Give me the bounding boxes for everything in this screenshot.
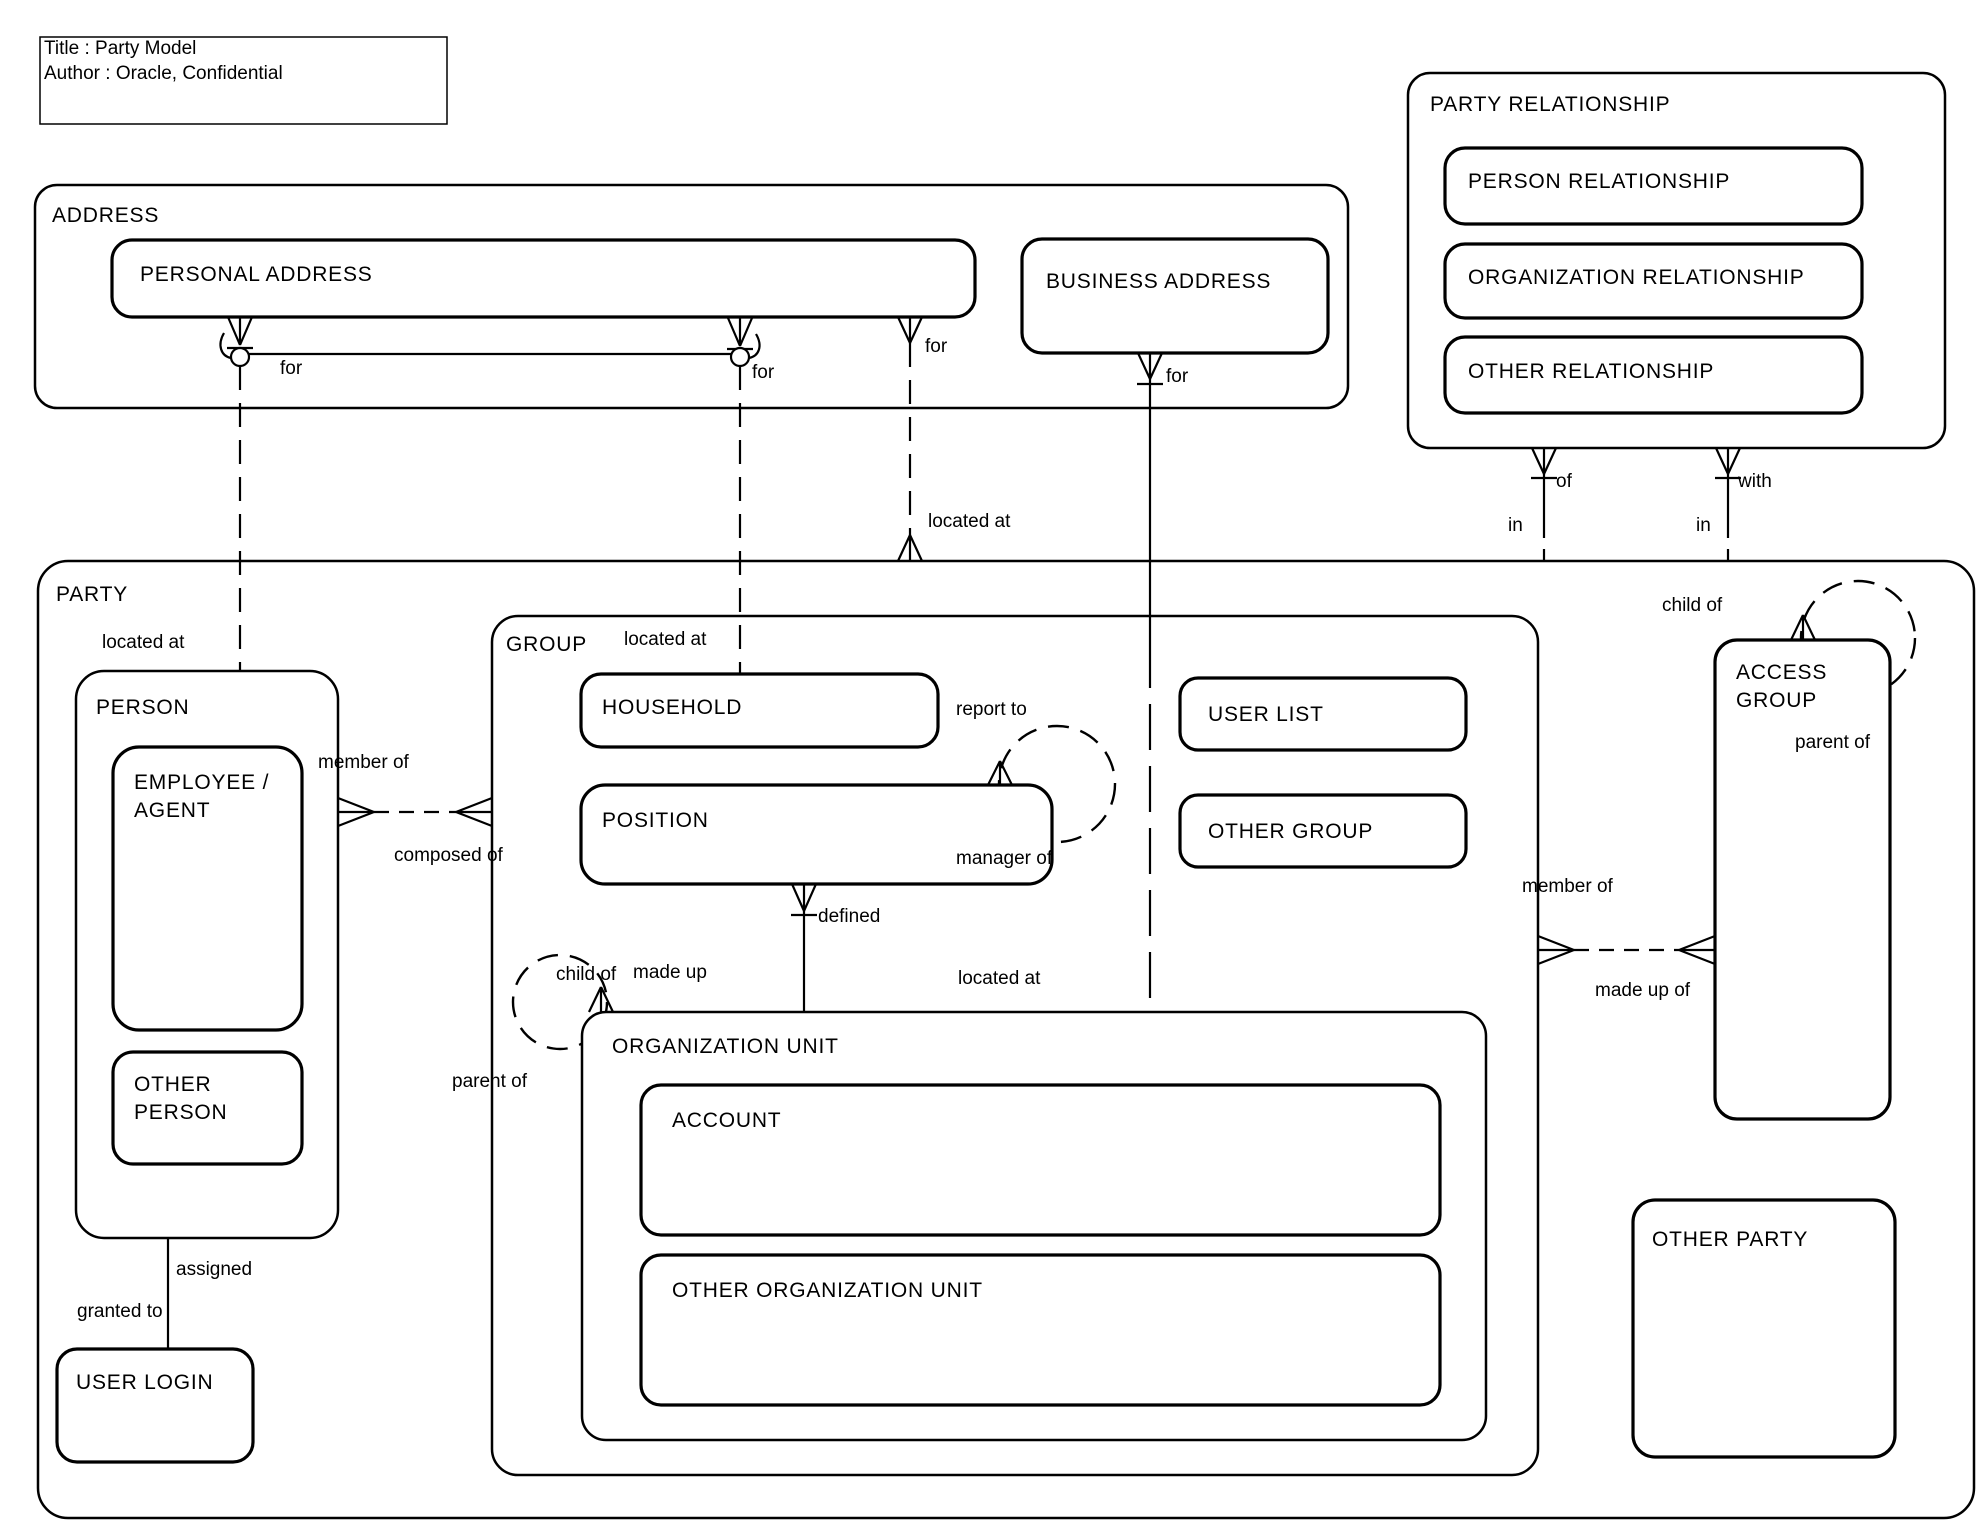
for-person-label: for — [280, 358, 303, 379]
other-person-label-line1: OTHER — [134, 1073, 212, 1096]
located-at-org-unit-label: located at — [958, 968, 1041, 989]
exclusion-arc-circle-left — [231, 348, 249, 366]
access-group-label-line2: GROUP — [1736, 689, 1818, 712]
access-group-label-line1: ACCESS — [1736, 661, 1828, 684]
employee-agent-label-line1: EMPLOYEE / — [134, 771, 270, 794]
other-person-label-line2: PERSON — [134, 1101, 228, 1124]
personal-address-label: PERSONAL ADDRESS — [140, 263, 373, 286]
for-business-label: for — [1166, 366, 1189, 387]
business-address-box — [1022, 239, 1328, 353]
other-relationship-label: OTHER RELATIONSHIP — [1468, 360, 1715, 383]
household-label: HOUSEHOLD — [602, 696, 743, 719]
title-line: Title : Party Model — [44, 38, 197, 59]
report-to-label: report to — [956, 699, 1027, 720]
child-of-org-unit-label: child of — [556, 964, 617, 985]
manager-of-label: manager of — [956, 848, 1053, 869]
crow-foot-person-relationship — [1532, 448, 1556, 474]
made-up-of-label: made up of — [1595, 980, 1691, 1001]
composed-of-label: composed of — [394, 845, 503, 866]
in-person-relationship-label: in — [1508, 515, 1523, 536]
made-up-label: made up — [633, 962, 707, 983]
member-of-access-group-label: member of — [1522, 876, 1613, 897]
defined-label: defined — [818, 906, 881, 927]
business-address-label: BUSINESS ADDRESS — [1046, 270, 1272, 293]
granted-to-label: granted to — [77, 1301, 163, 1322]
exclusion-arc-circle-right — [731, 348, 749, 366]
child-of-access-group-label: child of — [1662, 595, 1723, 616]
author-line: Author : Oracle, Confidential — [44, 63, 283, 84]
of-label: of — [1556, 471, 1572, 492]
person-container-label: PERSON — [96, 696, 190, 719]
other-organization-unit-box — [641, 1255, 1440, 1405]
other-party-label: OTHER PARTY — [1652, 1228, 1809, 1251]
account-box — [641, 1085, 1440, 1235]
for-household-label: for — [752, 362, 775, 383]
parent-of-org-unit-label: parent of — [452, 1071, 527, 1092]
account-label: ACCOUNT — [672, 1109, 782, 1132]
party-relationship-container-label: PARTY RELATIONSHIP — [1430, 93, 1671, 116]
parent-of-access-group-label: parent of — [1795, 732, 1870, 753]
member-of-group-label: member of — [318, 752, 409, 773]
user-login-label: USER LOGIN — [76, 1371, 214, 1394]
party-container-label: PARTY — [56, 583, 129, 606]
located-at-party-label: located at — [928, 511, 1011, 532]
located-at-household-label: located at — [624, 629, 707, 650]
employee-agent-label-line2: AGENT — [134, 799, 211, 822]
person-relationship-label: PERSON RELATIONSHIP — [1468, 170, 1731, 193]
organization-relationship-label: ORGANIZATION RELATIONSHIP — [1468, 266, 1805, 289]
user-list-label: USER LIST — [1208, 703, 1324, 726]
crow-foot-address-party-bottom — [898, 535, 922, 561]
other-organization-unit-label: OTHER ORGANIZATION UNIT — [672, 1279, 983, 1302]
address-container-label: ADDRESS — [52, 204, 160, 227]
crow-foot-organization-relationship — [1716, 448, 1740, 474]
for-party-label: for — [925, 336, 948, 357]
user-login-box — [57, 1349, 253, 1462]
located-at-person-label: located at — [102, 632, 185, 653]
position-label: POSITION — [602, 809, 709, 832]
group-container-label: GROUP — [506, 633, 588, 656]
assigned-label: assigned — [176, 1259, 253, 1280]
in-organization-relationship-label: in — [1696, 515, 1711, 536]
organization-unit-container-label: ORGANIZATION UNIT — [612, 1035, 839, 1058]
with-label: with — [1738, 471, 1772, 492]
position-box — [581, 785, 1052, 884]
other-group-label: OTHER GROUP — [1208, 820, 1374, 843]
